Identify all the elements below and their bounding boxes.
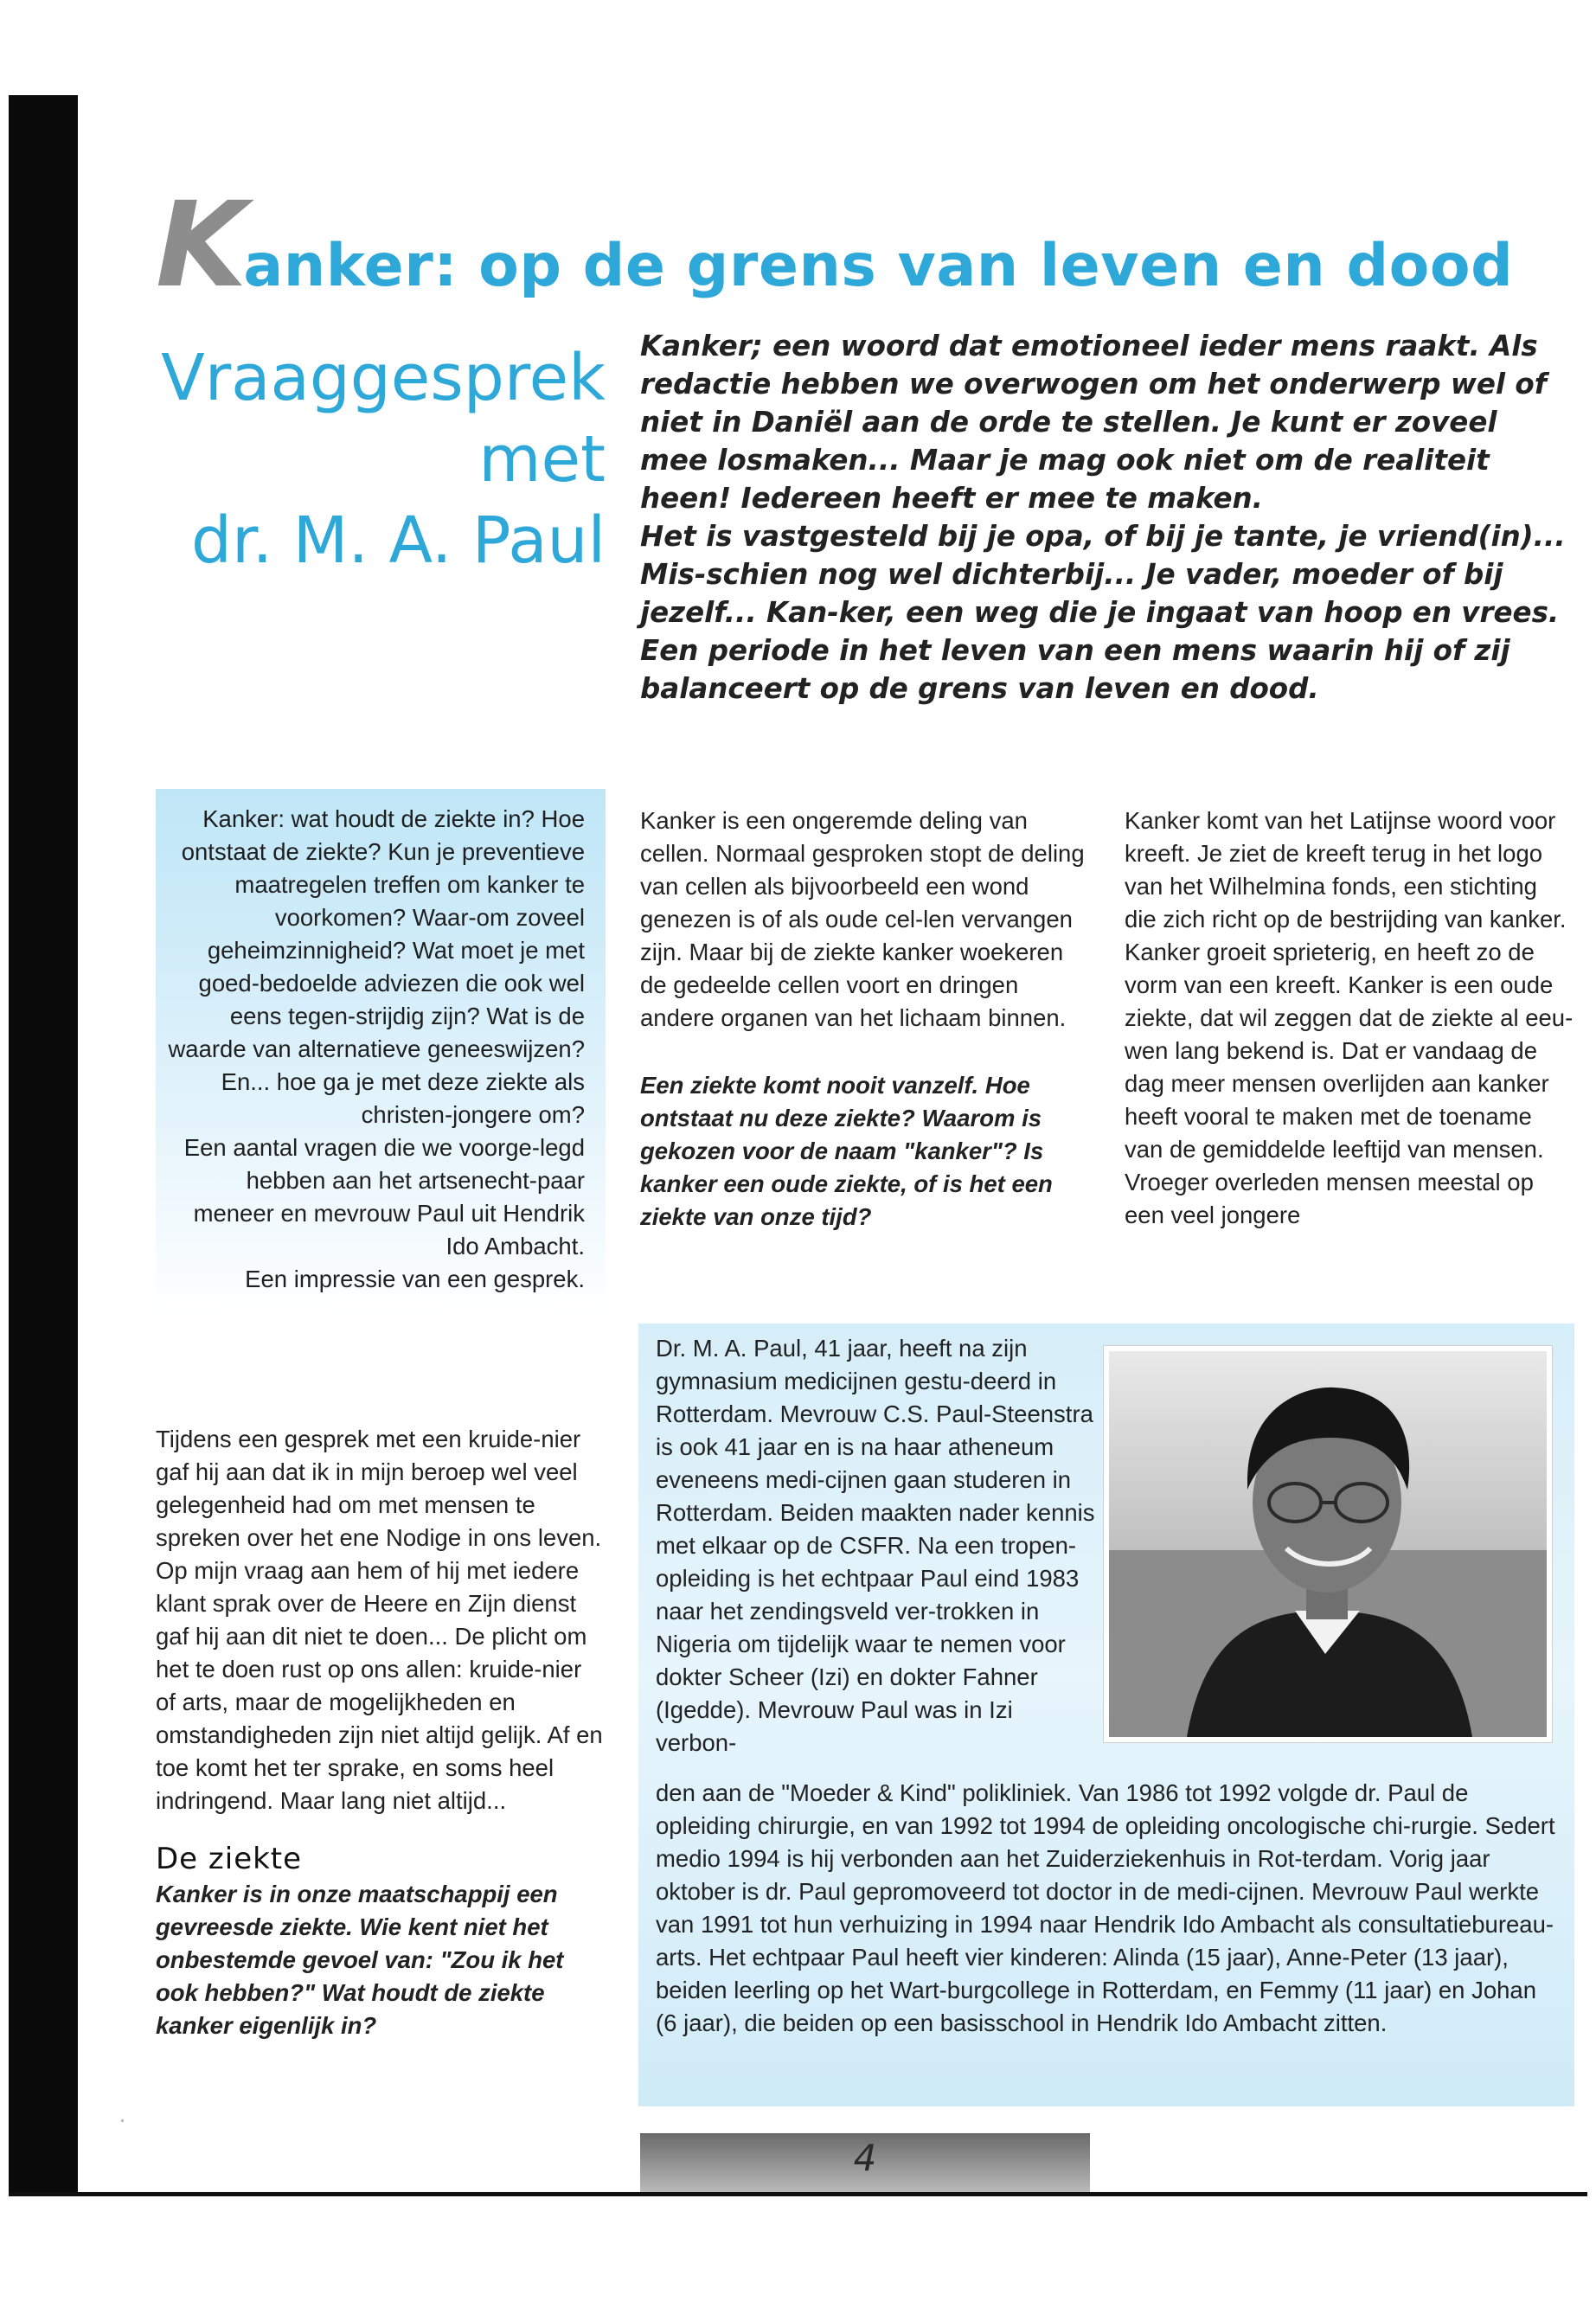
section-lead: Kanker is in onze maatschappij een gevreesde ziekte. Wie kent niet het onbestemde gevoel van: "Zou ik het ook hebben?" Wat houdt de ziekte kanker eigenlijk in? [156, 1881, 564, 2039]
interview-question: Een ziekte komt nooit vanzelf. Hoe ontstaat nu deze ziekte? Waarom is gekozen voor de naam "kanker"? Is kanker een oude ziekte, of is het een ziekte van onze tijd? [640, 1072, 1053, 1230]
intro-paragraph: Kanker; een woord dat emotioneel ieder mens raakt. Als redactie hebben we overwogen om het onderwerp wel of niet in Daniël aan de orde te stellen. Je kunt er zoveel mee losmaken... Maar je mag ook niet om de realiteit heen! Iedereen heeft er mee te maken. [640, 330, 1547, 515]
subtitle-line-2: met [478, 422, 606, 497]
bio-text-bottom: den aan de "Moeder & Kind" polikliniek. Van 1986 tot 1992 volgde dr. Paul de opleiding chirurgie, en van 1992 tot 1994 de opleiding oncologische chi-rurgie. Sedert medio 1994 is hij verbonden aan het Zuiderziekenhuis in Rot-terdam. Vorig jaar oktober is dr. Paul gepromoveerd tot doctor in de medi-cijnen. Mevrouw Paul werkte van 1991 tot hun verhuizing in 1994 naar Hendrik Ido Ambacht als consultatiebureau-arts. Het echtpaar Paul heeft vier kinderen: Alinda (15 jaar), Anne-Peter (13 jaar), beiden leerling op het Wart-burgcollege in Rotterdam, en Femmy (11 jaar) en Johan (6 jaar), die beiden op een basisschool in Hendrik Ido Ambacht zitten. [656, 1779, 1555, 2036]
headline [156, 177, 1514, 314]
margin-mark [121, 2119, 124, 2122]
question-paragraph: Een impressie van een gesprek. [245, 1266, 585, 1292]
subtitle [138, 337, 606, 581]
portrait-photo [1103, 1345, 1553, 1743]
intro [640, 327, 1566, 708]
section-heading: De ziekte [156, 1842, 303, 1876]
page-number: 4 [853, 2137, 877, 2179]
bio-text-top: Dr. M. A. Paul, 41 jaar, heeft na zijn gymnasium medicijnen gestu-deerd in Rotterdam. Mevrouw C.S. Paul-Steenstra is ook 41 jaar en is na haar atheneum eveneens medi-cijnen gaan studeren in Rotterdam. Beiden maakten nader kennis met elkaar op de CSFR. Na een tropen-opleiding is het echtpaar Paul eind 1983 naar het zendingsveld ver-trokken in Nigeria om tijdelijk waar te nemen voor dokter Scheer (Izi) en dokter Fahner (Igedde). Mevrouw Paul was in Izi verbon- [656, 1335, 1095, 1756]
middle-column [640, 804, 1090, 1234]
body-paragraph: Kanker is een ongeremde deling van cellen. Normaal gesproken stopt de deling van cellen als bijvoorbeeld een wond genezen is of als oude cel-len vervangen zijn. Maar bij de ziekte kanker woekeren de gedeelde cellen voort en dringen andere organen van het lichaam binnen. [640, 807, 1085, 1031]
question-paragraph: Een aantal vragen die we voorge-legd hebben aan het artsenecht-paar meneer en mevrouw Paul uit Hendrik Ido Ambacht. [183, 1134, 585, 1259]
question-paragraph: Kanker: wat houdt de ziekte in? Hoe ontstaat de ziekte? Kun je preventieve maatregelen treffen om kanker te voorkomen? Waar-om zoveel geheimzinnigheid? Wat moet je met goed-bedoelde adviezen die ook wel eens tegen-strijdig zijn? Wat is de waarde van alternatieve geneeswijzen? En... hoe ga je met deze ziekte als christen-jongere om? [168, 805, 585, 1128]
left-column [156, 1423, 606, 2042]
headline-text: anker: op de grens van leven en dood [243, 232, 1514, 300]
bottom-rule [9, 2192, 1587, 2196]
subtitle-line-1: Vraaggesprek [161, 341, 606, 415]
question-box-text [161, 803, 585, 1296]
portrait-image [1109, 1351, 1547, 1737]
right-column [1125, 804, 1574, 1232]
page-edge-bar [9, 95, 78, 2193]
subtitle-line-3: dr. M. A. Paul [190, 503, 606, 578]
intro-paragraph: Het is vastgesteld bij je opa, of bij je tante, je vriend(in)... Mis-schien nog wel dichterbij... Je vader, moeder of bij jezelf... Kan-ker, een weg die je ingaat van hoop en vrees. Een periode in het leven van een mens waarin hij of zij balanceert op de grens van leven en dood. [640, 520, 1566, 705]
headline-dropcap: K [156, 177, 244, 314]
body-paragraph: Kanker komt van het Latijnse woord voor kreeft. Je ziet de kreeft terug in het logo van het Wilhelmina fonds, een stichting die zich richt op de bestrijding van kanker. Kanker groeit sprieterig, en heeft zo de vorm van een kreeft. Kanker is een oude ziekte, dat wil zeggen dat de ziekte al eeu-wen lang bekend is. Dat er vandaag de dag meer mensen overlijden aan kanker heeft vooral te maken met de toename van de gemiddelde leeftijd van mensen. Vroeger overleden mensen meestal op een veel jongere [1125, 807, 1574, 1228]
body-paragraph: Tijdens een gesprek met een kruide-nier gaf hij aan dat ik in mijn beroep wel veel gelegenheid had om met mensen te spreken over het ene Nodige in ons leven. Op mijn vraag aan hem of hij met iedere klant sprak over de Heere en Zijn dienst gaf hij aan dit niet te doen... De plicht om het te doen rust op ons allen: kruide-nier of arts, maar de mogelijkheden en omstandigheden zijn niet altijd gelijk. Af en toe komt het ter sprake, en soms heel indringend. Maar lang niet altijd... [156, 1426, 603, 1814]
